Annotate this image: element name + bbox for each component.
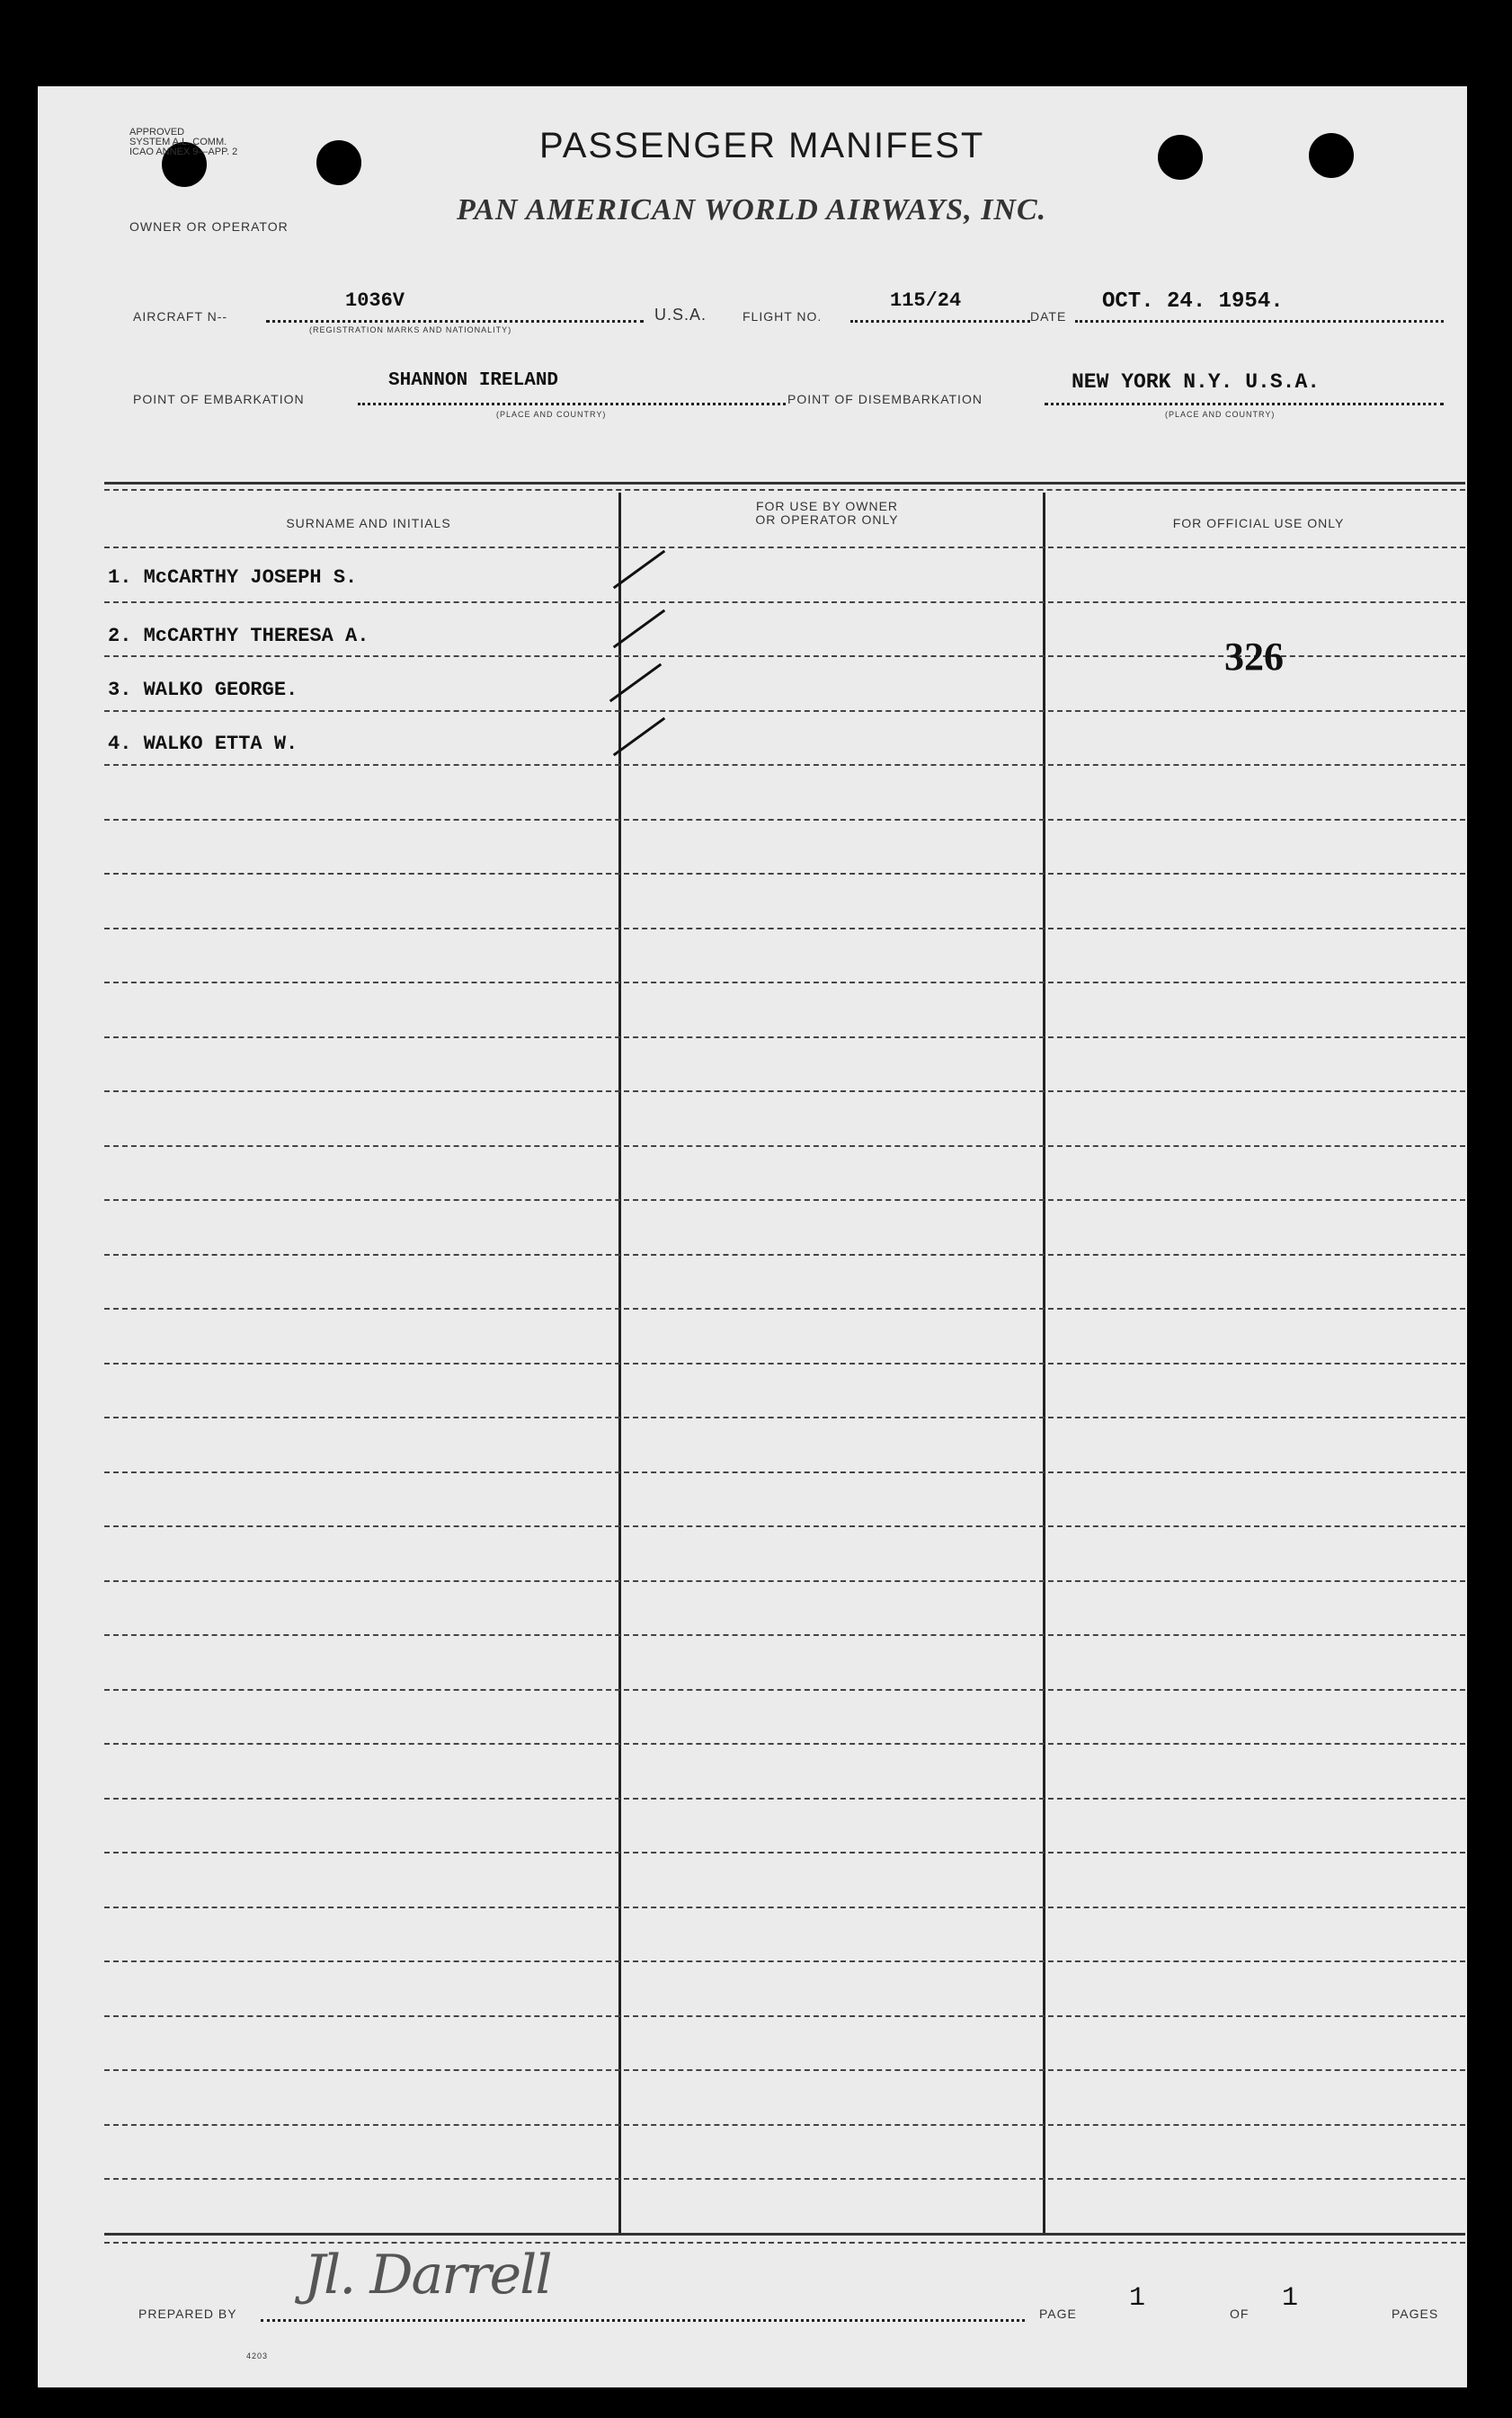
row-line bbox=[104, 2069, 620, 2071]
row-line bbox=[624, 1907, 1045, 1908]
of-label: OF bbox=[1230, 2307, 1250, 2321]
row-line bbox=[104, 1308, 620, 1310]
row-line bbox=[1048, 1254, 1465, 1256]
row-line bbox=[1048, 819, 1465, 821]
approval-note: APPROVED SYSTEM A.L. COMM. ICAO ANNEX 9—APP. 2 bbox=[129, 127, 238, 157]
page-title: PASSENGER MANIFEST bbox=[539, 126, 985, 165]
row-line bbox=[104, 1580, 620, 1582]
official-number: 326 bbox=[1224, 635, 1284, 679]
row-line bbox=[1048, 710, 1465, 712]
row-line bbox=[624, 710, 1045, 712]
row-line bbox=[104, 1960, 620, 1962]
embarkation-label: POINT OF EMBARKATION bbox=[133, 392, 305, 406]
row-line bbox=[624, 819, 1045, 821]
row-line bbox=[1048, 1743, 1465, 1745]
row-line bbox=[104, 873, 620, 875]
row-line bbox=[104, 1525, 620, 1527]
prepared-by-underline bbox=[261, 2319, 1025, 2322]
passenger-entry: 4. WALKO ETTA W. bbox=[108, 733, 298, 755]
row-line bbox=[624, 1254, 1045, 1256]
prepared-by-label: PREPARED BY bbox=[138, 2307, 237, 2321]
row-line bbox=[104, 1798, 620, 1800]
aircraft-label: AIRCRAFT N-- bbox=[133, 309, 228, 324]
row-line bbox=[1048, 1634, 1465, 1636]
disembarkation-label: POINT OF DISEMBARKATION bbox=[787, 392, 983, 406]
row-line bbox=[624, 1743, 1045, 1745]
page-total: 1 bbox=[1282, 2283, 1299, 2314]
row-line bbox=[1048, 1907, 1465, 1908]
row-line bbox=[104, 2124, 620, 2126]
row-line bbox=[1048, 1363, 1465, 1365]
row-line bbox=[1048, 1960, 1465, 1962]
flight-no-underline bbox=[850, 320, 1030, 323]
row-line bbox=[104, 1145, 620, 1147]
row-line bbox=[624, 928, 1045, 929]
row-line bbox=[624, 1798, 1045, 1800]
row-line bbox=[624, 1525, 1045, 1527]
row-line bbox=[104, 547, 620, 548]
row-line bbox=[1048, 1580, 1465, 1582]
date-label: DATE bbox=[1030, 309, 1067, 324]
table-top-rule bbox=[104, 489, 1465, 491]
passenger-entry: 1. McCARTHY JOSEPH S. bbox=[108, 566, 358, 589]
row-line bbox=[624, 2069, 1045, 2071]
row-line bbox=[104, 655, 620, 657]
pages-label: PAGES bbox=[1392, 2307, 1439, 2321]
registration-caption: (REGISTRATION MARKS AND NATIONALITY) bbox=[309, 325, 512, 334]
row-line bbox=[624, 1090, 1045, 1092]
row-line bbox=[104, 2015, 620, 2017]
row-line bbox=[624, 1634, 1045, 1636]
passenger-entry: 3. WALKO GEORGE. bbox=[108, 679, 298, 701]
official-use-header: FOR OFFICIAL USE ONLY bbox=[1172, 516, 1345, 530]
row-line bbox=[1048, 601, 1465, 603]
row-line bbox=[1048, 1689, 1465, 1691]
disembarkation-underline bbox=[1045, 403, 1444, 405]
row-line bbox=[624, 982, 1045, 983]
disembarkation-value: NEW YORK N.Y. U.S.A. bbox=[1072, 370, 1321, 394]
row-line bbox=[104, 1634, 620, 1636]
owner-use-header: FOR USE BY OWNER OR OPERATOR ONLY bbox=[755, 499, 899, 527]
row-line bbox=[1048, 1036, 1465, 1038]
punch-hole bbox=[316, 140, 361, 185]
row-line bbox=[104, 1090, 620, 1092]
row-line bbox=[1048, 2124, 1465, 2126]
manifest-sheet bbox=[38, 86, 1467, 2387]
row-line bbox=[1048, 547, 1465, 548]
row-line bbox=[104, 1417, 620, 1418]
row-line bbox=[1048, 1308, 1465, 1310]
row-line bbox=[1048, 1090, 1465, 1092]
embarkation-value: SHANNON IRELAND bbox=[388, 370, 559, 391]
embarkation-underline bbox=[358, 403, 786, 405]
punch-hole bbox=[1309, 133, 1354, 178]
row-line bbox=[624, 1960, 1045, 1962]
row-line bbox=[104, 764, 620, 766]
row-line bbox=[624, 1145, 1045, 1147]
row-line bbox=[104, 2178, 620, 2180]
page-number: 1 bbox=[1129, 2283, 1146, 2314]
page-label: PAGE bbox=[1039, 2307, 1077, 2321]
row-line bbox=[1048, 928, 1465, 929]
row-line bbox=[1048, 1145, 1465, 1147]
row-line bbox=[1048, 2015, 1465, 2017]
row-line bbox=[624, 873, 1045, 875]
row-line bbox=[624, 2178, 1045, 2180]
row-line bbox=[624, 1471, 1045, 1473]
row-line bbox=[104, 1254, 620, 1256]
form-code: 4203 bbox=[246, 2351, 269, 2360]
row-line bbox=[624, 1363, 1045, 1365]
punch-hole bbox=[1158, 135, 1203, 180]
row-line bbox=[104, 1036, 620, 1038]
row-line bbox=[104, 928, 620, 929]
row-line bbox=[104, 1852, 620, 1854]
row-line bbox=[624, 601, 1045, 603]
row-line bbox=[1048, 1417, 1465, 1418]
row-line bbox=[1048, 982, 1465, 983]
passenger-entry: 2. McCARTHY THERESA A. bbox=[108, 625, 369, 647]
flight-no-label: FLIGHT NO. bbox=[743, 309, 823, 324]
row-line bbox=[624, 655, 1045, 657]
table-bottom-rule bbox=[104, 2233, 1465, 2236]
disembarkation-caption: (PLACE AND COUNTRY) bbox=[1165, 410, 1276, 419]
row-line bbox=[624, 1580, 1045, 1582]
row-line bbox=[624, 1689, 1045, 1691]
row-line bbox=[1048, 764, 1465, 766]
row-line bbox=[624, 1852, 1045, 1854]
row-line bbox=[1048, 1798, 1465, 1800]
aircraft-underline bbox=[266, 320, 644, 323]
table-top-rule bbox=[104, 482, 1465, 484]
embarkation-caption: (PLACE AND COUNTRY) bbox=[496, 410, 607, 419]
row-line bbox=[1048, 1199, 1465, 1201]
row-line bbox=[1048, 2069, 1465, 2071]
row-line bbox=[104, 710, 620, 712]
preparer-signature: Jl. Darrell bbox=[304, 2244, 551, 2307]
row-line bbox=[104, 1363, 620, 1365]
row-line bbox=[624, 1036, 1045, 1038]
row-line bbox=[104, 601, 620, 603]
row-line bbox=[1048, 1852, 1465, 1854]
row-line bbox=[104, 819, 620, 821]
owner-label: OWNER OR OPERATOR bbox=[129, 219, 289, 234]
operator-name: PAN AMERICAN WORLD AIRWAYS, INC. bbox=[457, 193, 1047, 227]
row-line bbox=[104, 1689, 620, 1691]
flight-date: OCT. 24. 1954. bbox=[1102, 289, 1284, 314]
row-line bbox=[624, 1199, 1045, 1201]
date-underline bbox=[1075, 320, 1444, 323]
row-line bbox=[1048, 873, 1465, 875]
surname-header: SURNAME AND INITIALS bbox=[286, 516, 451, 530]
row-line bbox=[1048, 1525, 1465, 1527]
row-line bbox=[104, 982, 620, 983]
aircraft-number: 1036V bbox=[345, 289, 405, 312]
row-line bbox=[104, 1907, 620, 1908]
usa-label: U.S.A. bbox=[654, 306, 707, 324]
row-line bbox=[104, 1199, 620, 1201]
row-line bbox=[104, 1743, 620, 1745]
row-line bbox=[624, 764, 1045, 766]
row-line bbox=[624, 2124, 1045, 2126]
row-line bbox=[624, 2015, 1045, 2017]
row-line bbox=[104, 1471, 620, 1473]
row-line bbox=[624, 1308, 1045, 1310]
row-line bbox=[1048, 1471, 1465, 1473]
row-line bbox=[624, 1417, 1045, 1418]
row-line bbox=[1048, 2178, 1465, 2180]
flight-number: 115/24 bbox=[890, 289, 962, 312]
row-line bbox=[624, 547, 1045, 548]
